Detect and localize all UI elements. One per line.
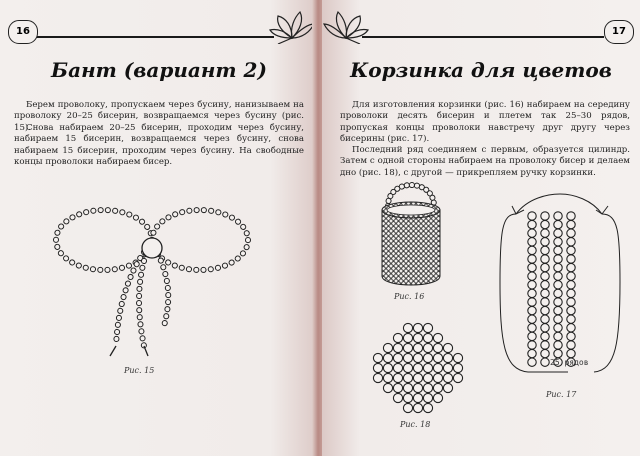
bead [567,349,575,357]
bead [541,358,549,366]
bead [453,373,462,382]
bead [403,343,412,352]
bead [528,332,536,340]
bead [567,306,575,314]
bead [403,383,412,392]
bead [528,324,536,332]
bead [528,281,536,289]
bead [383,343,392,352]
bead [433,393,442,402]
bead [403,373,412,382]
bead [528,263,536,271]
bead [541,341,549,349]
bead [528,358,536,366]
bead [393,353,402,362]
basket-figure [376,176,446,288]
basket-bottom-figure [370,320,466,416]
weaving-diagram-figure [498,192,622,380]
bead [567,238,575,246]
bead [541,324,549,332]
left-page [0,0,318,456]
bead [403,403,412,412]
bead [453,353,462,362]
paragraph-2: Снова набираем 20–25 бисерин, проходим через бусину, набираем 15 бисерин, возвращаемся через бусину, снова набираем 15 бисерин, проходим через бусину. На свободные концы проволоки набираем бисер. [14,123,304,168]
bead [383,363,392,372]
bead [433,343,442,352]
bead [443,343,452,352]
bead [554,289,562,297]
bead [567,220,575,228]
bead [423,373,432,382]
bead [554,212,562,220]
bead [423,353,432,362]
bead [541,349,549,357]
bead [413,333,422,342]
bead [541,281,549,289]
bead [373,373,382,382]
bead [567,255,575,263]
bead [528,298,536,306]
bead [567,341,575,349]
bead [528,315,536,323]
bead [567,281,575,289]
page-title: Корзинка для цветов [350,58,612,82]
bead [393,393,402,402]
bead [567,272,575,280]
bead [423,403,432,412]
paragraph-1: Для изготовления корзинки (рис. 16) набираем на середину проволоки десять бисерин и плетем так 25–30 рядов, пропуская концы проволоки навстречу друг другу через бисерины (рис. 17). [340,100,630,145]
bead [443,373,452,382]
bead [567,246,575,254]
bead [541,263,549,271]
flower-ornament-icon [268,10,316,44]
bead [528,272,536,280]
bead [567,212,575,220]
bead [554,220,562,228]
bead [554,332,562,340]
bead [383,373,392,382]
bead [554,246,562,254]
bead [541,289,549,297]
rows-label: 25 рядов [550,358,589,367]
figure-caption: Рис. 15 [124,366,155,375]
bead [433,353,442,362]
bead [541,238,549,246]
bead [528,341,536,349]
bead [453,363,462,372]
paragraph-2: Последний ряд соединяем с первым, образуется цилиндр. Затем с одной стороны набираем на проволоку бисер и делаем дно (рис. 18), с другой — прикрепляем ручку корзинки. [340,145,630,178]
bead [541,315,549,323]
bead [393,343,402,352]
bead [393,333,402,342]
bead [567,229,575,237]
bead [413,383,422,392]
bead [554,341,562,349]
bead [423,333,432,342]
page-title: Бант (вариант 2) [51,58,267,82]
bead [413,403,422,412]
bead [554,298,562,306]
bead [528,289,536,297]
bead [373,363,382,372]
bead [567,298,575,306]
bead [393,383,402,392]
bead [443,383,452,392]
bead [393,373,402,382]
bead [413,393,422,402]
bead [541,298,549,306]
bead [413,363,422,372]
bead [433,333,442,342]
bead [423,363,432,372]
bead [567,324,575,332]
bead [554,315,562,323]
bead [541,255,549,263]
flower-ornament-icon [322,10,370,44]
bead [423,343,432,352]
bead [403,333,412,342]
bead [567,332,575,340]
bead [541,212,549,220]
bead [528,306,536,314]
bead [373,353,382,362]
bow-figure [40,196,280,366]
bead [423,323,432,332]
figure-caption-17: Рис. 17 [546,390,577,399]
bead [554,263,562,271]
figure-caption-18: Рис. 18 [400,420,431,429]
paragraph-1: Берем проволоку, пропускаем через бусину, нанизываем на проволоку 20–25 бисерин, возвращаемся через бусину (рис. 15). [14,100,304,133]
bead [528,212,536,220]
bead [403,353,412,362]
bead [554,255,562,263]
bead [433,383,442,392]
bead [541,332,549,340]
bead [554,349,562,357]
bead [383,383,392,392]
bead [541,229,549,237]
header-rule [362,36,604,38]
bead [423,393,432,402]
bead [567,263,575,271]
bead [393,363,402,372]
bead [528,229,536,237]
page-number: 16 [8,20,38,44]
bead [413,353,422,362]
bead [403,393,412,402]
bead [528,220,536,228]
bead [433,363,442,372]
bead [528,246,536,254]
figure-caption-16: Рис. 16 [394,292,425,301]
bead [443,363,452,372]
bead [413,323,422,332]
bead [554,281,562,289]
header-rule [36,36,274,38]
bead [528,238,536,246]
bead [403,363,412,372]
bead [541,246,549,254]
bead [554,229,562,237]
right-page [322,0,640,456]
bead [528,349,536,357]
bead [528,255,536,263]
page-number: 17 [604,20,634,44]
bead [554,306,562,314]
bead [554,272,562,280]
bead [423,383,432,392]
bead [567,289,575,297]
bead [443,353,452,362]
bead [541,306,549,314]
bead [554,238,562,246]
bead [403,323,412,332]
bead [554,324,562,332]
bead [567,315,575,323]
bead [541,220,549,228]
bead [541,272,549,280]
bead [433,373,442,382]
bead [383,353,392,362]
bead [413,343,422,352]
bead [413,373,422,382]
